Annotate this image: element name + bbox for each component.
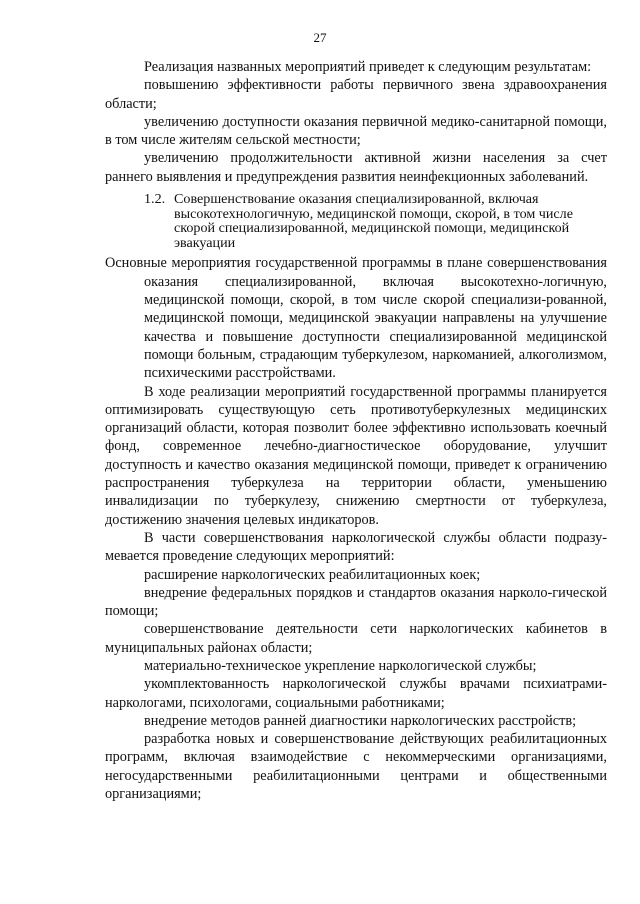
result-item: увеличению доступности оказания первичной медико-санитарной помощи, в том числе жителям сельской местности; <box>105 113 607 149</box>
document-body <box>105 58 607 803</box>
measure-item: совершенствование деятельности сети наркологических кабинетов в муниципальных районах области; <box>105 621 607 656</box>
section-title: Совершенствование оказания специализированной, включая высокотехнологичную, медицинской помощи, скорой, в том числе скорой специализированной, медицинской помощи, медицинской эвакуации <box>174 191 573 251</box>
measure-item: укомплектованность наркологической службы врачами психиатрами-наркологами, психологами, социальными работниками; <box>105 676 607 711</box>
measure-item: расширение наркологических реабилитационных коек; <box>144 566 481 583</box>
body-paragraph: Основные мероприятия государственной программы в плане совершенствования оказания специализированной, включая высокотехно-логичную, медицинской помощи, скорой, в том числе скорой специализи-рованной, медицинской помощи, медицинской эвакуации направлены на улучшение качества и повышение доступности специализированной медицинской помощи больным, страдающим туберкулезом, наркоманией, алкоголизмом, психическими расстройствами. <box>105 255 607 382</box>
section-heading <box>144 192 607 250</box>
body-paragraph: В части совершенствования наркологической службы области подразу-мевается проведение следующих мероприятий: <box>105 529 607 565</box>
results-lead: Реализация названных мероприятий приведет к следующим результатам: <box>144 59 592 75</box>
result-item: повышению эффективности работы первичного звена здравоохранения области; <box>105 77 607 112</box>
measure-item: материально-техническое укрепление наркологической службы; <box>144 657 537 674</box>
measure-item: разработка новых и совершенствование действующих реабилитационных программ, включая взаимодействие с некоммерческими организациями, негосударственными реабилитационными центрами и общественными организациями; <box>105 731 607 803</box>
section-number: 1.2. <box>144 191 166 208</box>
result-item: увеличению продолжительности активной жизни населения за счет раннего выявления и предупреждения развития неинфекционных заболеваний. <box>105 150 607 185</box>
page-number: 27 <box>313 30 327 45</box>
measure-item: внедрение федеральных порядков и стандартов оказания нарколо-гической помощи; <box>105 584 607 620</box>
body-paragraph: В ходе реализации мероприятий государственной программы планируется оптимизировать существующую сеть противотуберкулезных медицинских организаций области, которая позволит более эффективно использовать коечный фонд, современное лечебно-диагностическое оборудование, улучшит доступность и качество оказания медицинской помощи, приведет к ограничению распространения туберкулеза на территории области, уменьшению инвалидизации по туберкулезу, снижению смертности от туберкулеза, достижению значения целевых индикаторов. <box>105 383 607 528</box>
measure-item: внедрение методов ранней диагностики наркологических расстройств; <box>144 712 577 729</box>
